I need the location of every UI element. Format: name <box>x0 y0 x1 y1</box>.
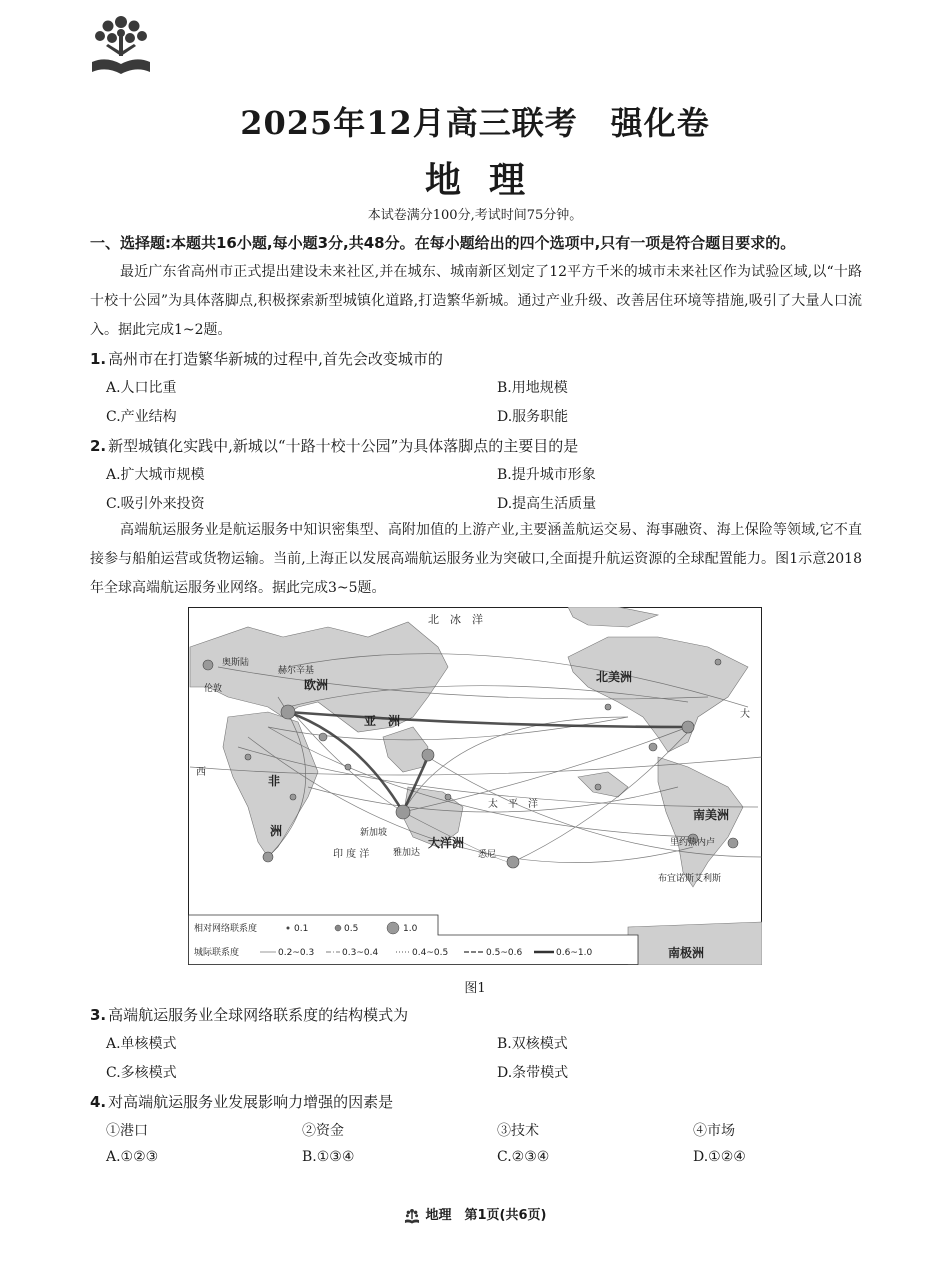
question-3: 3. 高端航运服务业全球网络联系度的结构模式为 <box>90 1006 409 1024</box>
q1-option-b[interactable]: B.用地规模 <box>497 380 568 396</box>
legend-link-1: 0.2~0.3 <box>278 948 315 958</box>
q3-option-d[interactable]: D.条带模式 <box>497 1065 569 1081</box>
legend-node-title: 相对网络联系度 <box>194 924 258 934</box>
label-africa: 非 <box>268 774 281 788</box>
exam-title: 2025年12月高三联考 强化卷 <box>240 104 710 142</box>
label-helsinki: 赫尔辛基 <box>278 666 315 676</box>
legend-link-4: 0.5~0.6 <box>486 948 523 958</box>
question-1: 1. 高州市在打造繁华新城的过程中,首先会改变城市的 <box>90 350 443 368</box>
q1-option-c[interactable]: C.产业结构 <box>106 409 177 425</box>
label-buenos-aires: 布宜诺斯艾利斯 <box>658 874 722 884</box>
question-4: 4. 对高端航运服务业发展影响力增强的因素是 <box>90 1093 394 1111</box>
subject-title: 地 理 <box>424 159 526 201</box>
shipping-network-map <box>188 607 762 965</box>
legend-link-title: 城际联系度 <box>194 948 240 958</box>
label-atlantic-east: 大 <box>740 709 750 720</box>
label-europe: 欧洲 <box>304 678 329 692</box>
q4-item-2: ②资金 <box>302 1123 344 1139</box>
label-rio: 里约热内卢 <box>670 838 716 848</box>
q4-item-1: ①港口 <box>106 1123 148 1139</box>
exam-note: 本试卷满分100分,考试时间75分钟。 <box>367 208 583 223</box>
legend-link-2: 0.3~0.4 <box>342 948 379 958</box>
passage-2: 高端航运服务业是航运服务中知识密集型、高附加值的上游产业,主要涵盖航运交易、海事融资、海上保险等领域,它不直接参与船舶运营或货物运输。当前,上海正以发展高端航运服务业为突破口,全面提升航运资源的全球配置能力。图1示意2018年全球高端航运服务业网络。据此完成3~5题。 <box>90 522 862 596</box>
q2-option-b[interactable]: B.提升城市形象 <box>497 467 596 483</box>
label-africa-2: 洲 <box>270 824 283 838</box>
q4-item-3: ③技术 <box>497 1123 539 1139</box>
label-indian-ocean: 印 度 洋 <box>333 849 370 860</box>
q4-option-b[interactable]: B.①③④ <box>302 1149 355 1165</box>
q4-item-4: ④市场 <box>693 1123 735 1139</box>
label-asia: 亚 洲 <box>364 714 401 728</box>
legend-node-mid: 0.5 <box>344 924 359 934</box>
label-oceania: 大洋洲 <box>428 836 465 850</box>
q4-option-c[interactable]: C.②③④ <box>497 1149 550 1165</box>
label-london: 伦敦 <box>204 684 223 694</box>
label-jakarta: 雅加达 <box>393 848 421 858</box>
label-arctic: 北 冰 洋 <box>428 613 483 626</box>
label-atlantic-west: 西 <box>196 767 206 778</box>
q4-option-d[interactable]: D.①②④ <box>693 1149 746 1165</box>
label-antarctica: 南极洲 <box>668 946 705 960</box>
q2-option-a[interactable]: A.扩大城市规模 <box>106 467 205 483</box>
question-2: 2. 新型城镇化实践中,新城以“十路十校十公园”为具体落脚点的主要目的是 <box>90 437 579 455</box>
legend-link-5: 0.6~1.0 <box>556 948 593 958</box>
section-heading: 一、选择题:本题共16小题,每小题3分,共48分。在每小题给出的四个选项中,只有一项是符合题目要求的。 <box>90 234 796 252</box>
label-north-america: 北美洲 <box>596 670 633 684</box>
q3-option-a[interactable]: A.单核模式 <box>106 1036 177 1052</box>
publisher-logo <box>88 12 154 78</box>
legend-node-small: 0.1 <box>294 924 309 934</box>
figure-caption: 图1 <box>464 981 486 996</box>
legend-node-big: 1.0 <box>403 924 418 934</box>
q3-option-c[interactable]: C.多核模式 <box>106 1065 177 1081</box>
label-oslo: 奥斯陆 <box>222 658 250 668</box>
label-south-america: 南美洲 <box>693 808 730 822</box>
q4-option-a[interactable]: A.①②③ <box>106 1149 159 1165</box>
label-pacific: 太 平 洋 <box>488 799 538 810</box>
page-footer: 地理 第1页(共6页) <box>0 1204 950 1224</box>
q1-option-d[interactable]: D.服务职能 <box>497 409 569 425</box>
q1-option-a[interactable]: A.人口比重 <box>106 380 177 396</box>
publisher-logo-small-icon <box>404 1208 420 1224</box>
legend-link-3: 0.4~0.5 <box>412 948 449 958</box>
label-singapore: 新加坡 <box>360 828 388 838</box>
q3-option-b[interactable]: B.双核模式 <box>497 1036 568 1052</box>
passage-1: 最近广东省高州市正式提出建设未来社区,并在城东、城南新区划定了12平方千米的城市未来社区作为试验区域,以“十路十校十公园”为具体落脚点,积极探索新型城镇化道路,打造繁华新城。通过产业升级、改善居住环境等措施,吸引了大量人口流入。据此完成1~2题。 <box>90 264 862 338</box>
q2-option-c[interactable]: C.吸引外来投资 <box>106 496 205 512</box>
q2-option-d[interactable]: D.提高生活质量 <box>497 496 597 512</box>
label-sydney: 悉尼 <box>478 850 497 860</box>
